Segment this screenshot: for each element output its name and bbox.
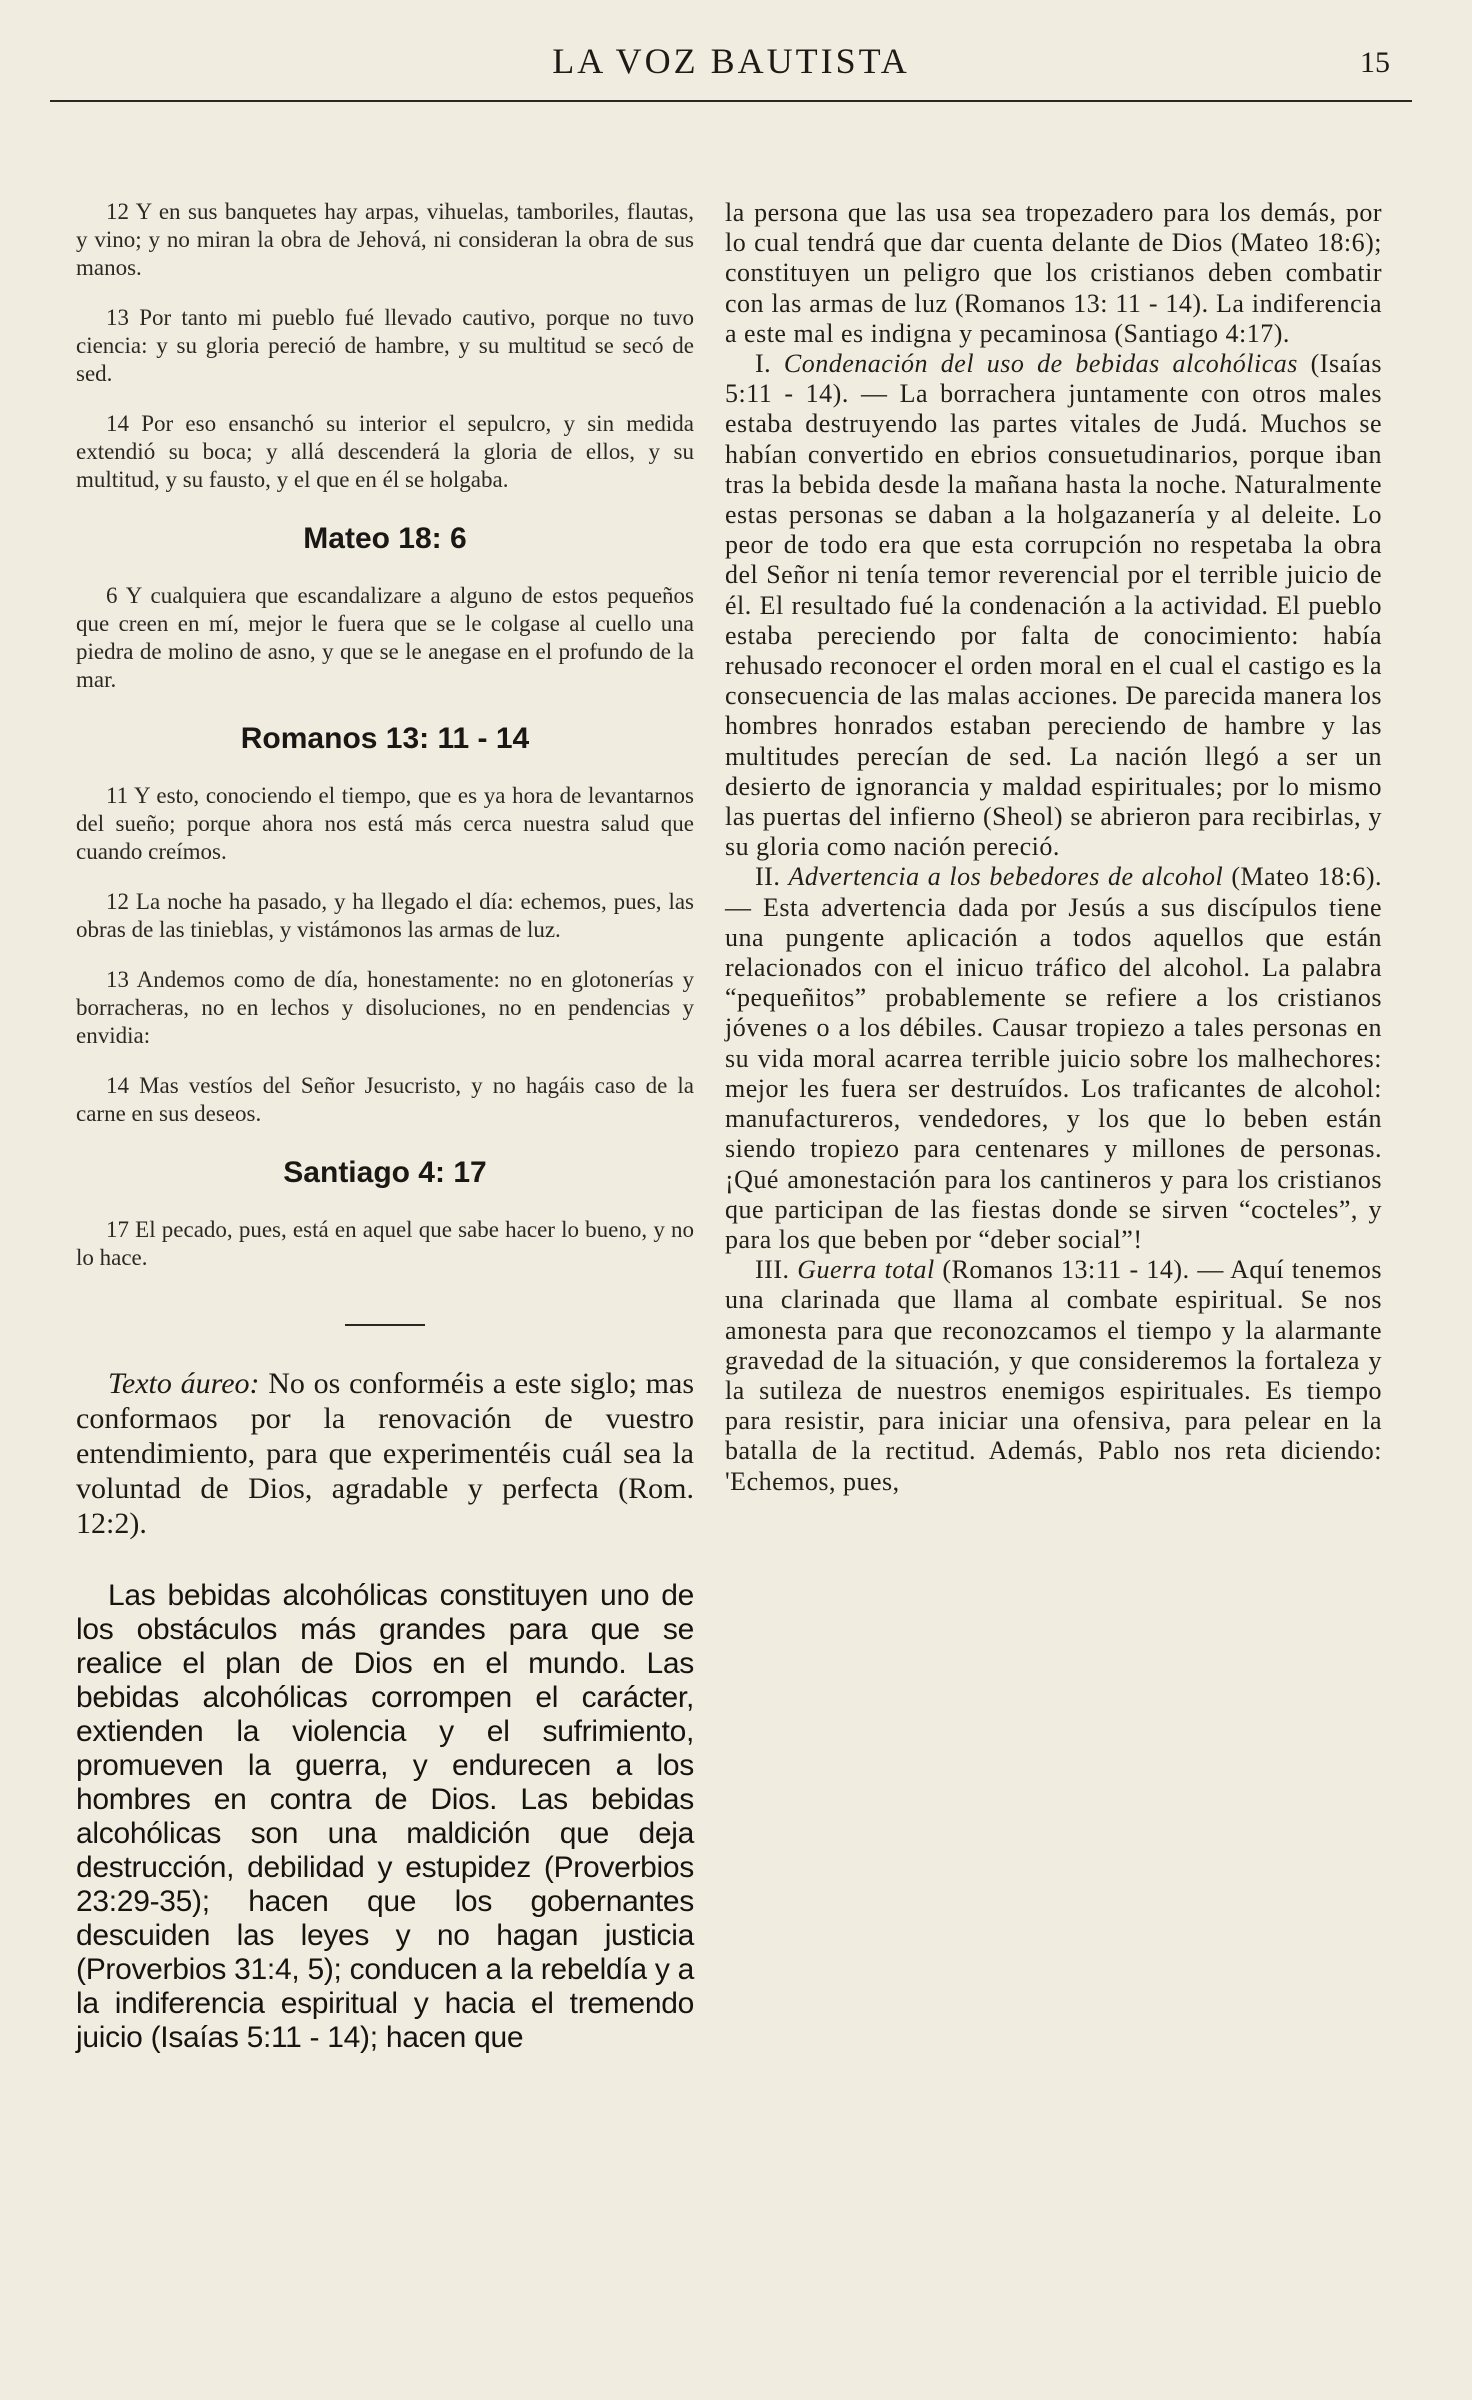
golden-text-label: Texto áureo: [108, 1367, 260, 1400]
santiago-heading: Santiago 4: 17 [283, 1156, 487, 1189]
left-column [76, 198, 694, 2055]
golden-text [76, 1366, 694, 1541]
isaiah-verse-13: 13 Por tanto mi pueblo fué llevado cautivo, porque no tuvo ciencia: y su gloria pereció de hambre, y su multitud se secó de sed. [76, 305, 694, 386]
page-number: 15 [1360, 46, 1390, 79]
section-3-numeral: III. [755, 1255, 798, 1285]
isaiah-verse-14: 14 Por eso ensanchó su interior el sepulcro, y sin medida extendió su boca; y allá descenderá la gloria de ellos, y su multitud, y su fausto, y el que en él se holgaba. [76, 411, 694, 492]
section-1-paragraph [725, 349, 1382, 862]
section-2-numeral: II. [755, 862, 789, 892]
section-3-title: Guerra total [797, 1255, 935, 1285]
golden-text-body: No os conforméis a este siglo; mas conformaos por la renovación de vuestro entendimiento, para que experimentéis cuál sea la voluntad de Dios, agradable y perfecta (Rom. 12:2). [76, 1367, 694, 1540]
romanos-verse-11: 11 Y esto, conociendo el tiempo, que es ya hora de levantarnos del sueño; porque ahora nos está más cerca nuestra salud que cuando creímos. [76, 783, 694, 864]
section-2-body: (Mateo 18:6). — Esta advertencia dada por Jesús a sus discípulos tiene una pungente aplicación a todos aquellos que están relacionados con el inicuo tráfico del alcohol. La palabra “pequeñitos” probablemente se refiere a los cristianos jóvenes o a los débiles. Causar tropiezo a tales personas en su vida moral acarrea terrible juicio sobre los malhechores: mejor les fuera ser destruídos. Los traficantes de alcohol: manufactureros, vendedores, y los que lo beben están siendo tropiezo para centenares y millones de personas. ¡Qué amonestación para los cantineros y para los cristianos que participan de las fiestas donde se sirven “cocteles”, y para los que beben por “deber social”! [725, 862, 1382, 1254]
romanos-verse-12: 12 La noche ha pasado, y ha llegado el día: echemos, pues, las obras de las tinieblas, y vistámonos las armas de luz. [76, 889, 694, 942]
section-1-numeral: I. [755, 349, 784, 379]
section-2-paragraph [725, 862, 1382, 1255]
running-title: LA VOZ BAUTISTA [552, 41, 910, 81]
mateo-verse-6: 6 Y cualquiera que escandalizare a alguno de estos pequeños que creen en mí, mejor le fuera que se le colgase al cuello una piedra de molino de asno, y que se le anegase en el profundo de la mar. [76, 583, 694, 692]
intro-continuation: la persona que las usa sea tropezadero para los demás, por lo cual tendrá que dar cuenta delante de Dios (Mateo 18:6); constituyen un peligro que los cristianos deben combatir con las armas de luz (Romanos 13: 11 - 14). La indiferencia a este mal es indigna y pecaminosa (Santiago 4:17). [725, 198, 1382, 348]
santiago-verse-17: 17 El pecado, pues, está en aquel que sabe hacer lo bueno, y no lo hace. [76, 1217, 694, 1270]
lesson-intro-paragraph: Las bebidas alcohólicas constituyen uno de los obstáculos más grandes para que se realice el plan de Dios en el mundo. Las bebidas alcohólicas corrompen el carácter, extienden la violencia y el sufrimiento, promueven la guerra, y endurecen a los hombres en contra de Dios. Las bebidas alcohólicas son una maldición que deja destrucción, debilidad y estupidez (Proverbios 23:29-35); hacen que los gobernantes descuiden las leyes y no hagan justicia (Proverbios 31:4, 5); conducen a la rebeldía y a la indiferencia espiritual y hacia el tremendo juicio (Isaías 5:11 - 14); hacen que [76, 1579, 694, 2054]
right-column [725, 198, 1382, 1497]
section-1-body: (Isaías 5:11 - 14). — La borrachera juntamente con otros males estaba destruyendo las partes vitales de Judá. Muchos se habían convertido en ebrios consuetudinarios, porque iban tras la bebida desde la mañana hasta la noche. Naturalmente estas personas se daban a la holgazanería y al deleite. Lo peor de todo era que esta corrupción no respetaba la obra del Señor ni tenía temor reverencial por el terrible juicio de él. El resultado fué la condenación a la actividad. El pueblo estaba pereciendo por falta de conocimiento: había rehusado reconocer el orden moral en el cual el castigo es la consecuencia de las malas acciones. De parecida manera los hombres honrados estaban pereciendo de hambre y las multitudes perecían de sed. La nación llegó a ser un desierto de ignorancia y maldad espirituales; por lo mismo las puertas del infierno (Sheol) se abrieron para recibirlas, y su gloria como nación pereció. [725, 349, 1382, 862]
mateo-heading: Mateo 18: 6 [303, 522, 467, 555]
romanos-heading: Romanos 13: 11 - 14 [240, 722, 530, 755]
romanos-verse-13: 13 Andemos como de día, honestamente: no en glotonerías y borracheras, no en lechos y disoluciones, no en pendencias y envidia: [76, 967, 694, 1048]
header-rule [50, 100, 1412, 102]
section-1-title: Condenación del uso de bebidas alcohólicas [783, 349, 1298, 379]
section-2-title: Advertencia a los bebedores de alcohol [788, 862, 1224, 892]
romanos-verse-14: 14 Mas vestíos del Señor Jesucristo, y no hagáis caso de la carne en sus deseos. [76, 1073, 694, 1126]
section-3-paragraph [725, 1255, 1382, 1497]
section-divider [345, 1324, 425, 1326]
isaiah-verse-12: 12 Y en sus banquetes hay arpas, vihuelas, tamboriles, flautas, y vino; y no miran la obra de Jehová, ni consideran la obra de sus manos. [76, 199, 694, 280]
running-head [50, 40, 1412, 110]
section-3-body: (Romanos 13:11 - 14). — Aquí tenemos una clarinada que llama al combate espiritual. Se nos amonesta para que reconozcamos el tiempo y la alarmante gravedad de la situación, y que consideremos la fortaleza y la sutileza de nuestros enemigos espirituales. Es tiempo para resistir, para iniciar una ofensiva, para pelear en la batalla de la rectitud. Además, Pablo nos reta diciendo: 'Echemos, pues, [725, 1255, 1382, 1496]
